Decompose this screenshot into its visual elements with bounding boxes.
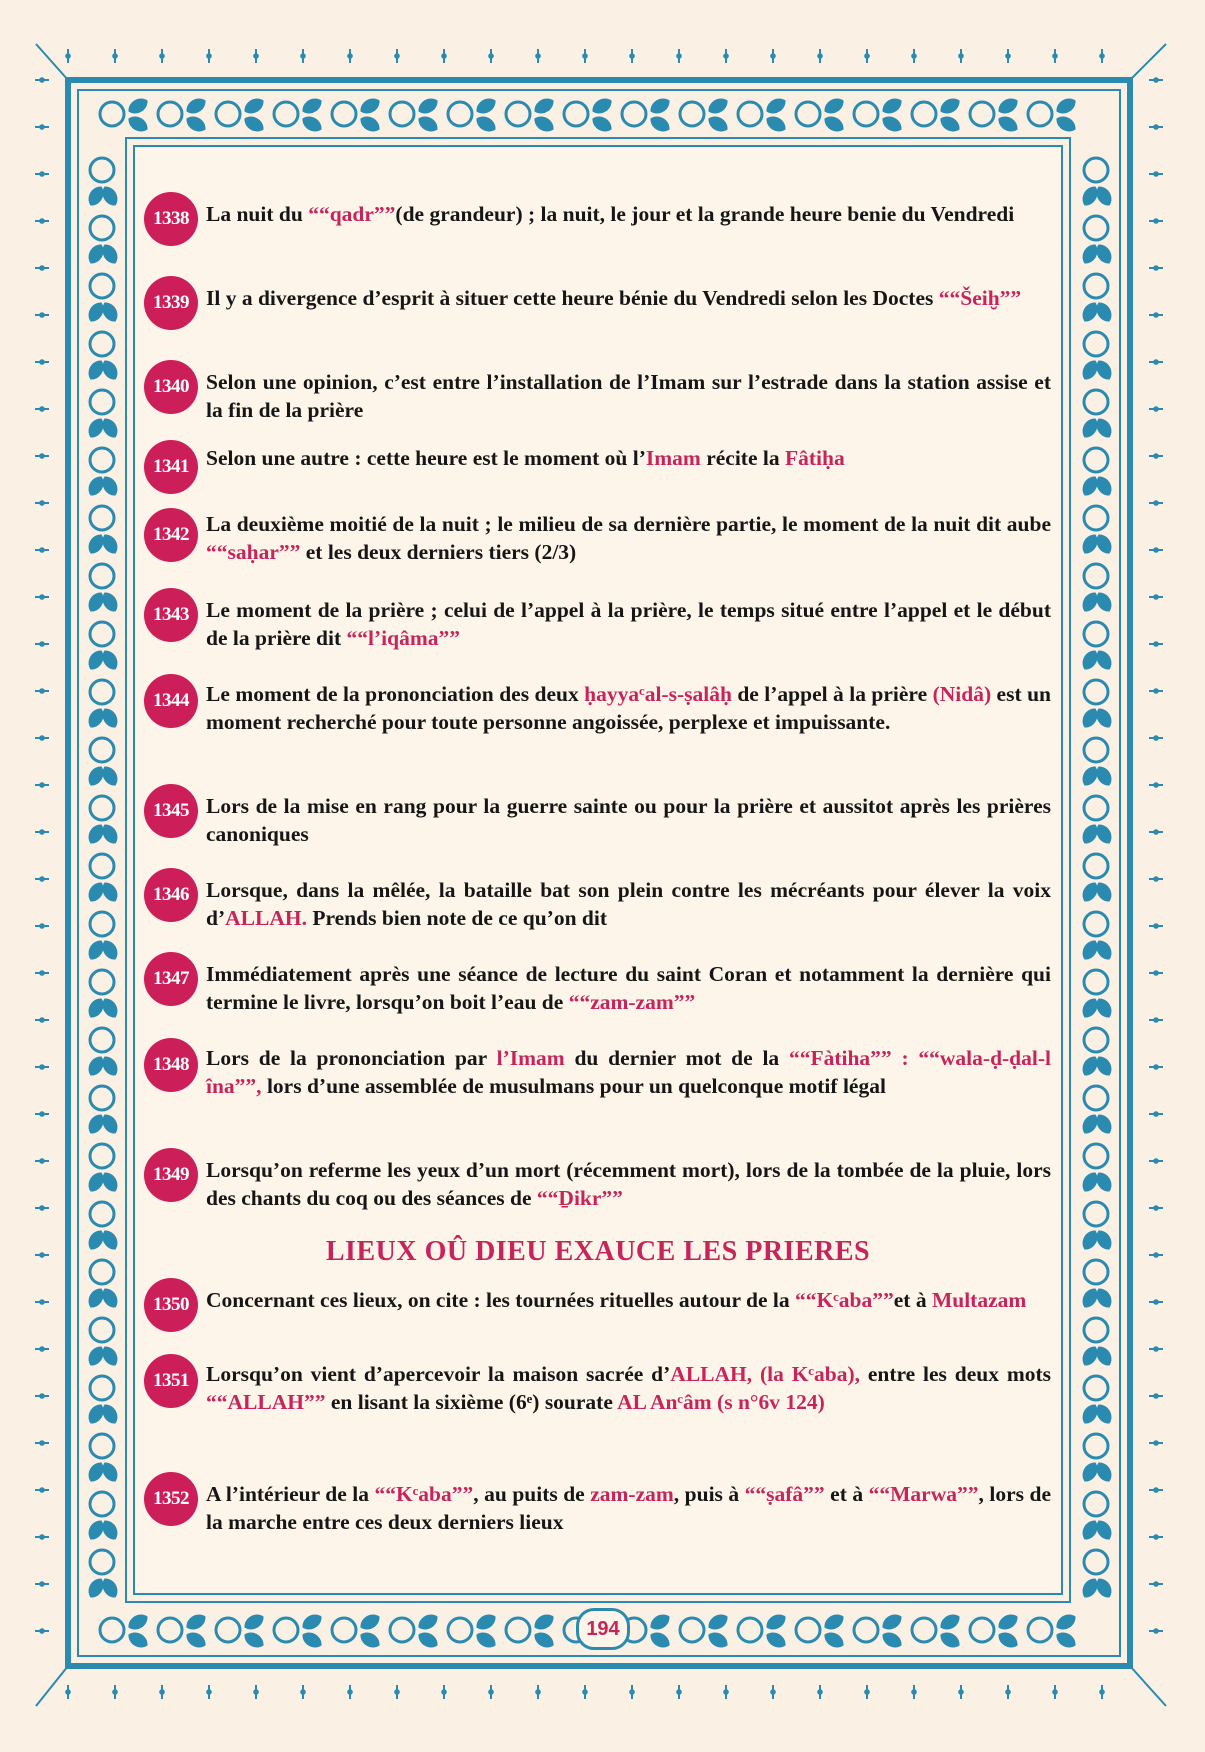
entry-number-badge: 1351: [144, 1354, 198, 1408]
entry-number-badge: 1341: [144, 440, 198, 494]
entry-number-badge: 1342: [144, 508, 198, 562]
entry-text: Lorsque, dans la mêlée, la bataille bat son plein contre les mécréants pour élever la voix d’ALLAH. Prends bien note de ce qu’on dit: [206, 878, 1051, 930]
entry-number-badge: 1343: [144, 588, 198, 642]
entry-text: Lorsqu’on referme les yeux d’un mort (récemment mort), lors de la tombée de la pluie, lors des chants du coq ou des séances de ““Ḏikr””: [206, 1158, 1051, 1210]
entry-number-badge: 1339: [144, 276, 198, 330]
entry-text: Selon une opinion, c’est entre l’installation de l’Imam sur l’estrade dans la station assise et la fin de la prière: [206, 370, 1051, 422]
entry-number-badge: 1340: [144, 360, 198, 414]
entry-text: Selon une autre : cette heure est le moment où l’Imam récite la Fâtiḥa: [206, 446, 845, 470]
entry-number-badge: 1346: [144, 868, 198, 922]
entry-number-badge: 1348: [144, 1038, 198, 1092]
entry-text: Lors de la prononciation par l’Imam du dernier mot de la ““Fàtiha”” : ““wala-ḍ-ḍal-l îna””, lors d’une assemblée de musulmans pour un quelconque motif légal: [206, 1046, 1051, 1098]
entry-text: Concernant ces lieux, on cite : les tournées rituelles autour de la ““Kᶜaba””et à Multazam: [206, 1288, 1027, 1312]
entry-number-badge: 1350: [144, 1278, 198, 1332]
entry-text: Le moment de la prononciation des deux ḥayyaᶜal-s-ṣalâḥ de l’appel à la prière (Nidâ) est un moment recherché pour toute personne angoissée, perplexe et impuissante.: [206, 682, 1051, 734]
entry-text: Le moment de la prière ; celui de l’appel à la prière, le temps situé entre l’appel et le début de la prière dit ““l’iqâma””: [206, 598, 1051, 650]
entry-text: Immédiatement après une séance de lecture du saint Coran et notamment la dernière qui termine le livre, lorsqu’on boit l’eau de ““zam-zam””: [206, 962, 1051, 1014]
section-title: LIEUX OÛ DIEU EXAUCE LES PRIERES: [325, 1236, 871, 1267]
entry-text: Il y a divergence d’esprit à situer cette heure bénie du Vendredi selon les Doctes ““Šeiḫ””: [206, 286, 1022, 310]
entry-number-badge: 1345: [144, 784, 198, 838]
entry-text: Lors de la mise en rang pour la guerre sainte ou pour la prière et aussitot après les prières canoniques: [206, 794, 1051, 846]
entry-number-badge: 1347: [144, 952, 198, 1006]
page-number: 194: [576, 1608, 630, 1650]
entry-number-badge: 1338: [144, 192, 198, 246]
entry-text: A l’intérieur de la ““Kᶜaba””, au puits de zam-zam, puis à ““ṣafâ”” et à ““Marwa””, lors de la marche entre ces deux derniers lieux: [206, 1482, 1051, 1534]
entry-text: La nuit du ““qadr””(de grandeur) ; la nuit, le jour et la grande heure benie du Vendredi: [206, 202, 1015, 226]
entry-text: La deuxième moitié de la nuit ; le milieu de sa dernière partie, le moment de la nuit dit aube ““saḥar”” et les deux derniers tiers (2/3): [206, 512, 1051, 564]
entry-number-badge: 1344: [144, 674, 198, 728]
entry-number-badge: 1352: [144, 1472, 198, 1526]
entry-number-badge: 1349: [144, 1148, 198, 1202]
entry-text: Lorsqu’on vient d’apercevoir la maison sacrée d’ALLAH, (la Kᶜaba), entre les deux mots ““ALLAH”” en lisant la sixième (6ᵉ) sourate AL Anᶜâm (s n°6v 124): [206, 1362, 1052, 1414]
